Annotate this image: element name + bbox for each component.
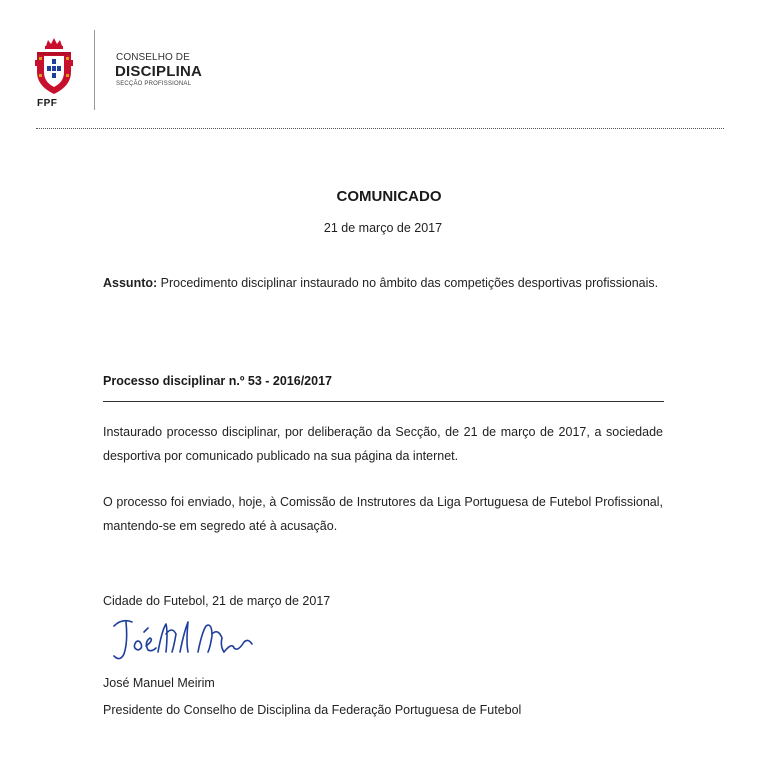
document-date: 21 de março de 2017: [323, 221, 443, 235]
subject-text: Procedimento disciplinar instaurado no âmbito das competições desportivas profissionais.: [157, 276, 659, 290]
logo-label: FPF: [37, 98, 58, 109]
process-title: Processo disciplinar n.º 53 - 2016/2017: [103, 374, 332, 388]
header-divider: [36, 128, 724, 129]
header-separator: [94, 30, 95, 110]
org-name-line1: CONSELHO DE: [116, 52, 190, 63]
subject-label: Assunto:: [103, 276, 158, 290]
paragraph-1: Instaurado processo disciplinar, por deliberação da Secção, de 21 de março de 2017, a sociedade desportiva por comunicado publicado na sua página da internet.: [103, 425, 663, 463]
signature-icon: [108, 612, 268, 668]
place-date: Cidade do Futebol, 21 de março de 2017: [103, 594, 331, 608]
org-name-line3: SECÇÃO PROFISSIONAL: [116, 81, 192, 87]
paragraph-2: O processo foi enviado, hoje, à Comissão de Instrutores da Liga Portuguesa de Futebol Profissional, mantendo-se em segredo até à acusação.: [103, 495, 663, 533]
document-title: COMUNICADO: [336, 188, 442, 205]
subject-paragraph: [103, 271, 663, 295]
org-name-line2: DISCIPLINA: [115, 63, 203, 80]
process-rule: [103, 401, 664, 402]
signer-name: José Manuel Meirim: [103, 676, 215, 690]
signer-role: Presidente do Conselho de Disciplina da Federação Portuguesa de Futebol: [103, 703, 522, 717]
